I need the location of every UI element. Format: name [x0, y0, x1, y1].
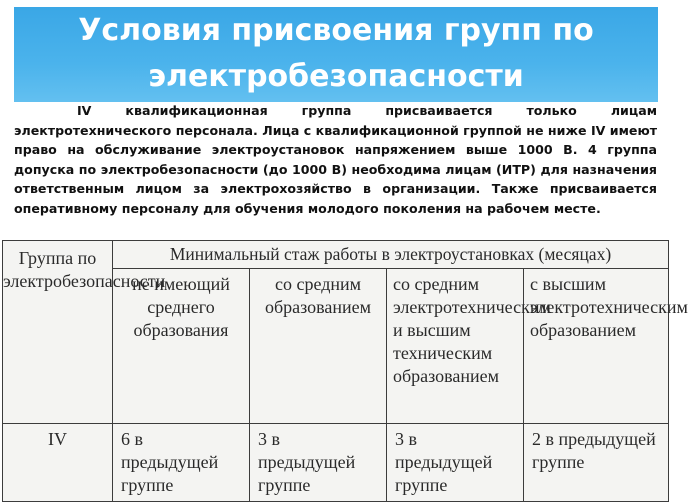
page-title	[14, 8, 658, 100]
table-row	[3, 424, 669, 502]
experience-header-cell: Минимальный стаж работы в электроустановках (месяцах)	[113, 241, 669, 269]
table-header-row	[3, 241, 669, 269]
description-paragraph: IV квалификационная группа присваивается только лицам электротехнического персонала. Лица с квалификационной группой не ниже IV имеют право на обслуживание электроустановок напряжением выше 1000 В. 4 группа допуска по электробезопасности (до 1000 В) необходима лицам (ИТР) для назначения ответственным лицом за электрохозяйство в организации. Также присваивается оперативному персоналу для обучения молодого поколения на рабочем месте.	[14, 103, 657, 216]
group-cell: IV	[3, 424, 113, 502]
column-header: со средним электротехническим и высшим техническим образованием	[387, 269, 524, 424]
title-line-2: электробезопасности	[148, 59, 524, 94]
table-container	[2, 240, 688, 502]
title-line-1: Условия присвоения групп по	[78, 13, 594, 48]
experience-table	[2, 240, 688, 502]
table-cell: 2 в предыдущей группе	[524, 424, 669, 502]
table-cell: 3 в предыдущей группе	[250, 424, 387, 502]
table-cell: 6 в предыдущей группе	[113, 424, 250, 502]
column-header: не имеющий среднего образования	[113, 269, 250, 424]
column-header: с высшим электротехническим образованием	[524, 269, 669, 424]
table-cell: 3 в предыдущей группе	[387, 424, 524, 502]
group-header-cell: Группа по электробезопасности	[3, 241, 113, 424]
column-header: со средним образованием	[250, 269, 387, 424]
